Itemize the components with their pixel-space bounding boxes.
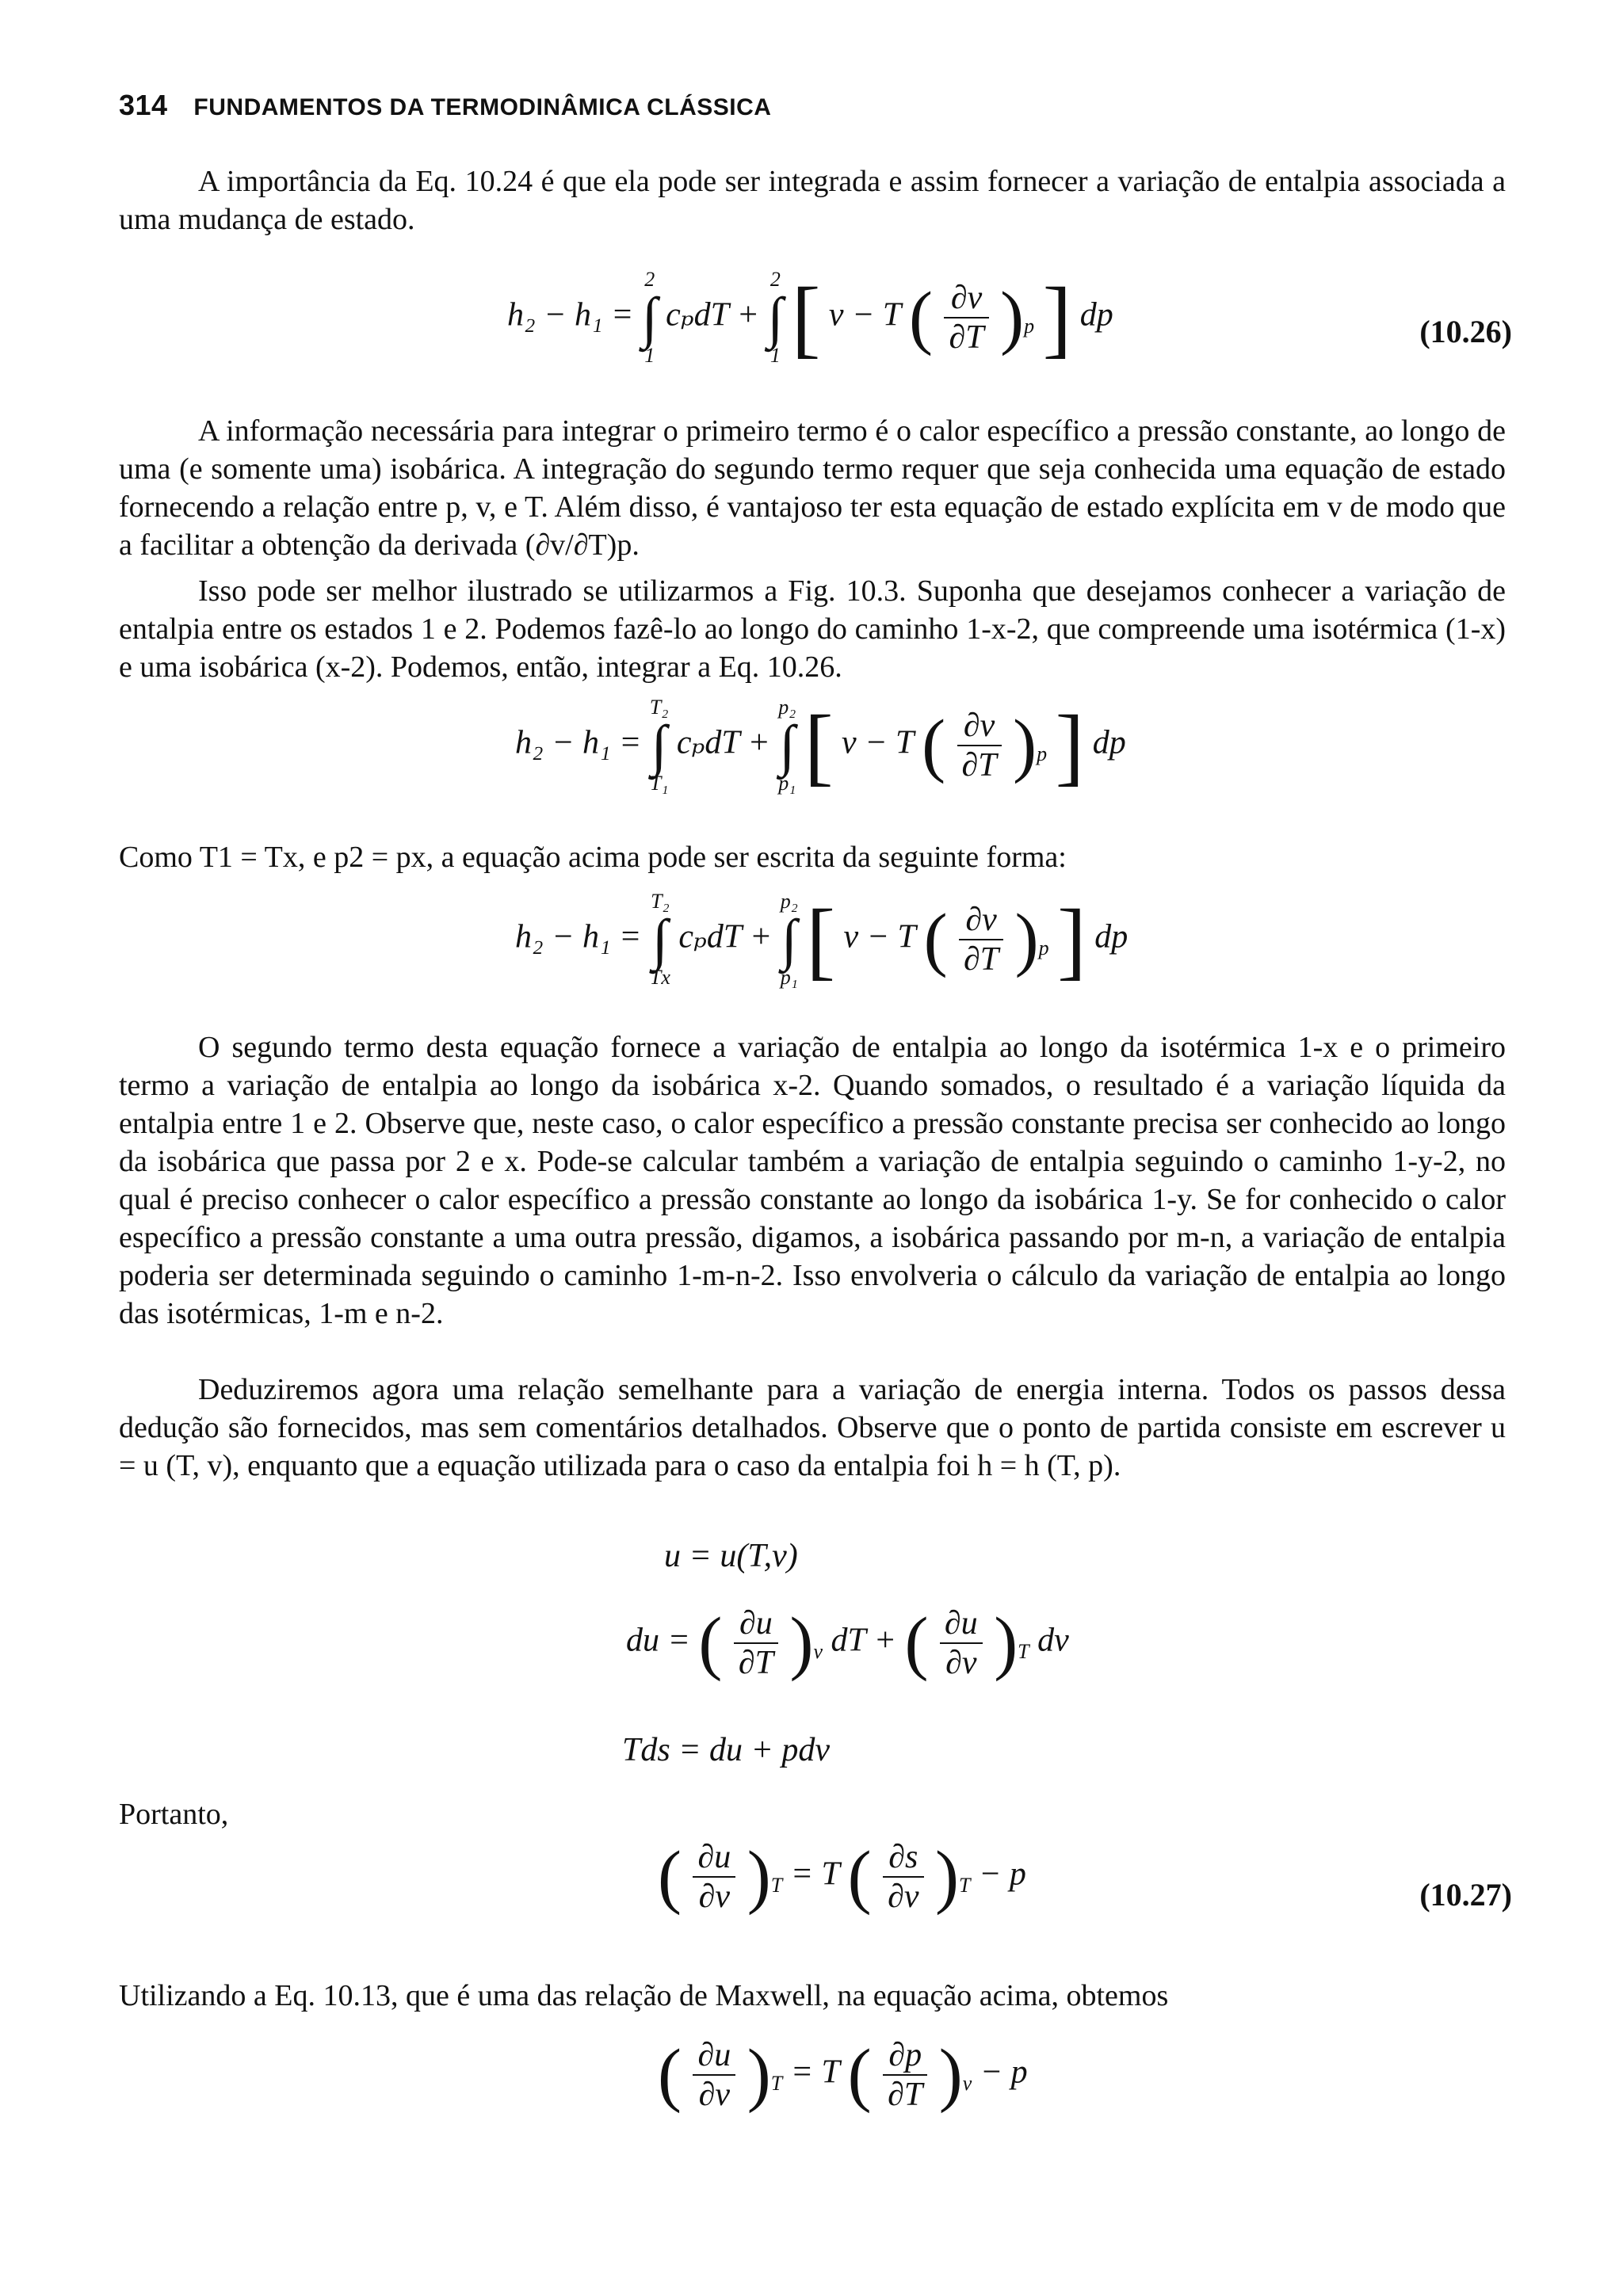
integral: 2 ∫ 1 [641,268,658,367]
equation-tds: Tds = du + pdv [622,1732,831,1768]
equation-path-x: h₂ − h₁ = T₂ ∫ Tx cₚdT + p₂ ∫ p₁ [ v − T ( $\frac{\partial v}{\partial T}$ )$_p$ ] dp [515,890,1128,989]
paragraph: Como T1 = Tx, e p2 = px, a equação acima pode ser escrita da seguinte forma: [119,841,1067,874]
equation-u-def: u = u(T,v) [664,1538,798,1574]
integral: 2 ∫ 1 [767,268,784,367]
derivative: $\frac{\partial v}{\partial T}$ [944,279,988,357]
equation-path: h₂ − h₁ = T₂ ∫ T₁ cₚdT + p₂ ∫ p₁ [ v − T ( $\frac{\partial v}{\partial T}$ )$_p$ ] dp [515,696,1126,795]
paragraph: O segundo termo desta equação fornece a variação de entalpia ao longo da isotérmica 1-x e o primeiro termo a variação de entalpia ao longo da isobárica x-2. Quando somados, o resultado é a variação líquida da entalpia entre 1 e 2. Observe que, neste caso, o calor específico a pressão constante precisa ser conhecido ao longo da isobárica que passa por 2 e x. Pode-se calcular também a variação de entalpia seguindo o caminho 1-y-2, no qual é preciso conhecer o calor específico a pressão constante ao longo da isobárica 1-y. Se for conhecido o calor específico a pressão constante a uma outra pressão, digamos, a isobárica passando por m-n, a variação de entalpia poderia ser determinada seguindo o caminho 1-m-n-2. Isso envolveria o cálculo da variação de entalpia ao longo das isotérmicas, 1-m e n-2. [119,1031,1506,1330]
equation-number: (10.27) [1419,1877,1512,1913]
paragraph: A importância da Eq. 10.24 é que ela pode ser integrada e assim fornecer a variação de entalpia associada a uma mudança de estado. [119,165,1506,236]
paragraph: Isso pode ser melhor ilustrado se utilizarmos a Fig. 10.3. Suponha que desejamos conhecer a variação de entalpia entre os estados 1 e 2. Podemos fazê-lo ao longo do caminho 1-x-2, que compreende uma isotérmica (1-x) e uma isobárica (x-2). Podemos, então, integrar a Eq. 10.26. [119,574,1506,684]
eq-term: cₚdT + [666,296,760,334]
paragraph: A informação necessária para integrar o primeiro termo é o calor específico a pressão constante, ao longo de uma (e somente uma) isobárica. A integração do segundo termo requer que seja conhecida uma equação de estado fornecendo a relação entre p, v, e T. Além disso, é vantajoso ter esta equação de estado explícita em v de modo que a facilitar a obtenção da derivada (∂v/∂T)p. [119,414,1506,562]
paragraph: Deduziremos agora uma relação semelhante para a variação de energia interna. Todos os passos dessa dedução são fornecidos, mas sem comentários detalhados. Observe que o ponto de partida consiste em escrever u = u (T, v), enquanto que a equação utilizada para o caso da entalpia foi h = h (T, p). [119,1373,1506,1482]
running-title: FUNDAMENTOS DA TERMODINÂMICA CLÁSSICA [193,94,772,120]
equation-number: (10.26) [1419,314,1512,349]
equation-10-26: h₂ − h₁ = 2 ∫ 1 cₚdT + 2 ∫ 1 [ v − T ( $\frac{\partial v}{\partial T}$ )$_p$ ] dp [507,268,1113,367]
equation-maxwell-result: ( $\frac{\partial u}{\partial v}$ )$_T = T$ ( $\frac{\partial p}{\partial T}$ )$_v - p$ [658,2035,1028,2114]
eq-term: v − T [828,296,901,334]
portanto-label: Portanto, [119,1798,229,1831]
eq-term: dp [1079,296,1113,334]
paragraph: Utilizando a Eq. 10.13, que é uma das relação de Maxwell, na equação acima, obtemos [119,1979,1169,2012]
equation-10-27: ( $\frac{\partial u}{\partial v}$ )$_T = T$ ( $\frac{\partial s}{\partial v}$ )$_T - p$ [658,1837,1026,1916]
eq-lhs: h₂ − h₁ = [507,296,634,334]
running-header [119,89,771,122]
page-number: 314 [119,89,168,121]
equation-du: du = ( $\frac{\partial u}{\partial T}$ )$_v$ dT + ( $\frac{\partial u}{\partial v}$ )$_T$ dv [626,1604,1069,1682]
